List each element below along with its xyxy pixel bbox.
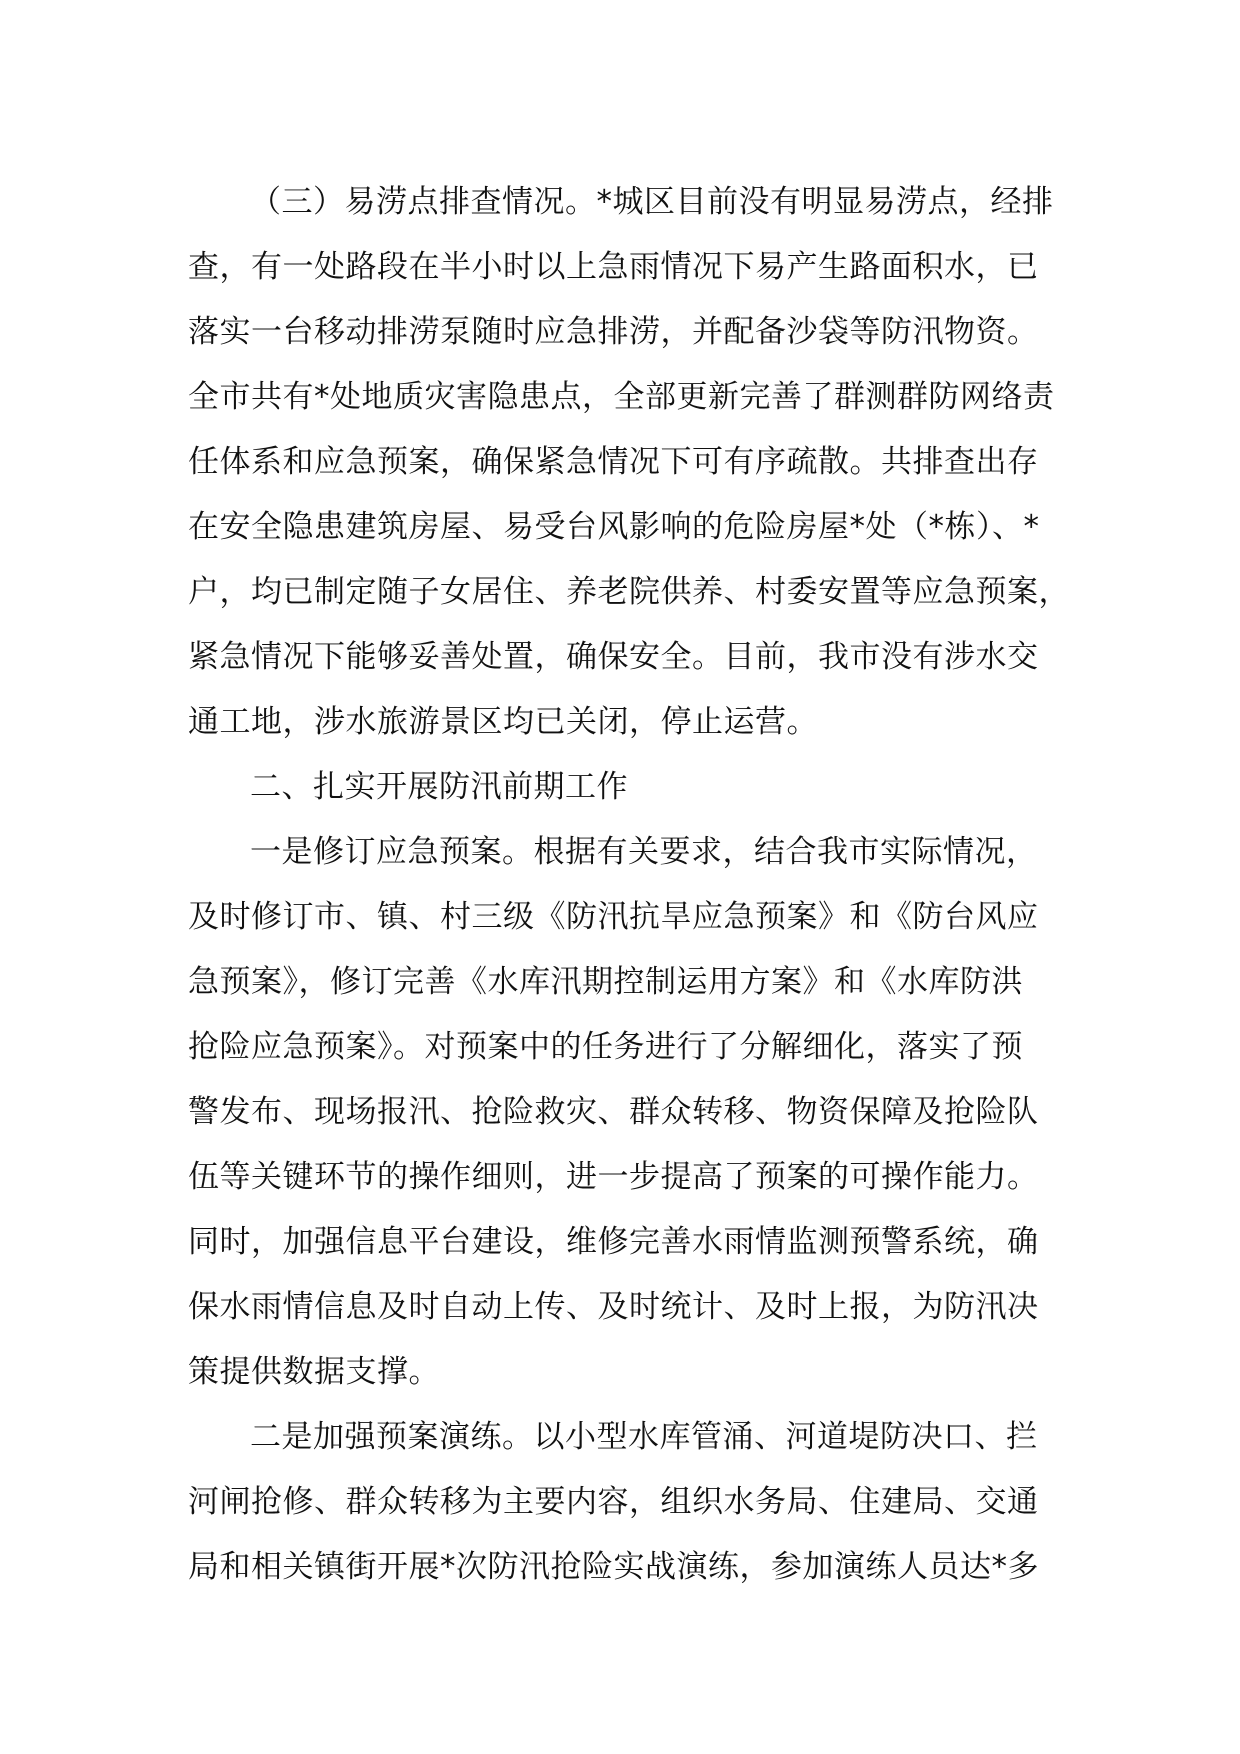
paragraph-line: 同时，加强信息平台建设，维修完善水雨情监测预警系统，确: [188, 1224, 1039, 1260]
paragraph-line: 警发布、现场报汛、抢险救灾、群众转移、物资保障及抢险队: [188, 1094, 1039, 1130]
paragraph-line: 河闸抢修、群众转移为主要内容，组织水务局、住建局、交通: [188, 1484, 1039, 1520]
paragraph-line: 紧急情况下能够妥善处置，确保安全。目前，我市没有涉水交: [188, 639, 1039, 675]
paragraph-line: 抢险应急预案》。对预案中的任务进行了分解细化，落实了预: [188, 1029, 1023, 1065]
paragraph-line: 一是修订应急预案。根据有关要求，结合我市实际情况，: [250, 834, 1038, 870]
paragraph-line: 全市共有*处地质灾害隐患点，全部更新完善了群测群防网络责: [188, 379, 1055, 415]
paragraph-line: 伍等关键环节的操作细则，进一步提高了预案的可操作能力。: [188, 1159, 1039, 1195]
paragraph-line: 局和相关镇街开展*次防汛抢险实战演练，参加演练人员达*多: [188, 1549, 1039, 1585]
paragraph-line: 查，有一处路段在半小时以上急雨情况下易产生路面积水，已: [188, 249, 1039, 285]
paragraph-line: 二是加强预案演练。以小型水库管涌、河道堤防决口、拦: [250, 1419, 1038, 1455]
section-heading: 二、扎实开展防汛前期工作: [250, 769, 628, 805]
paragraph-line: 策提供数据支撑。: [188, 1354, 440, 1390]
paragraph-line: 及时修订市、镇、村三级《防汛抗旱应急预案》和《防台风应: [188, 899, 1039, 935]
paragraph-line: 急预案》，修订完善《水库汛期控制运用方案》和《水库防洪: [188, 964, 1023, 1000]
paragraph-line: 通工地，涉水旅游景区均已关闭，停止运营。: [188, 704, 818, 740]
paragraph-line: 在安全隐患建筑房屋、易受台风影响的危险房屋*处（*栋）、*: [188, 509, 1040, 545]
paragraph-line: 任体系和应急预案，确保紧急情况下可有序疏散。共排查出存: [188, 444, 1039, 480]
paragraph-line: 落实一台移动排涝泵随时应急排涝，并配备沙袋等防汛物资。: [188, 314, 1039, 350]
paragraph-line: （三）易涝点排查情况。*城区目前没有明显易涝点，经排: [250, 184, 1054, 220]
paragraph-line: 户，均已制定随子女居住、养老院供养、村委安置等应急预案，: [188, 574, 1070, 610]
document-body: [188, 170, 1088, 1600]
paragraph-line: 保水雨情信息及时自动上传、及时统计、及时上报，为防汛决: [188, 1289, 1039, 1325]
